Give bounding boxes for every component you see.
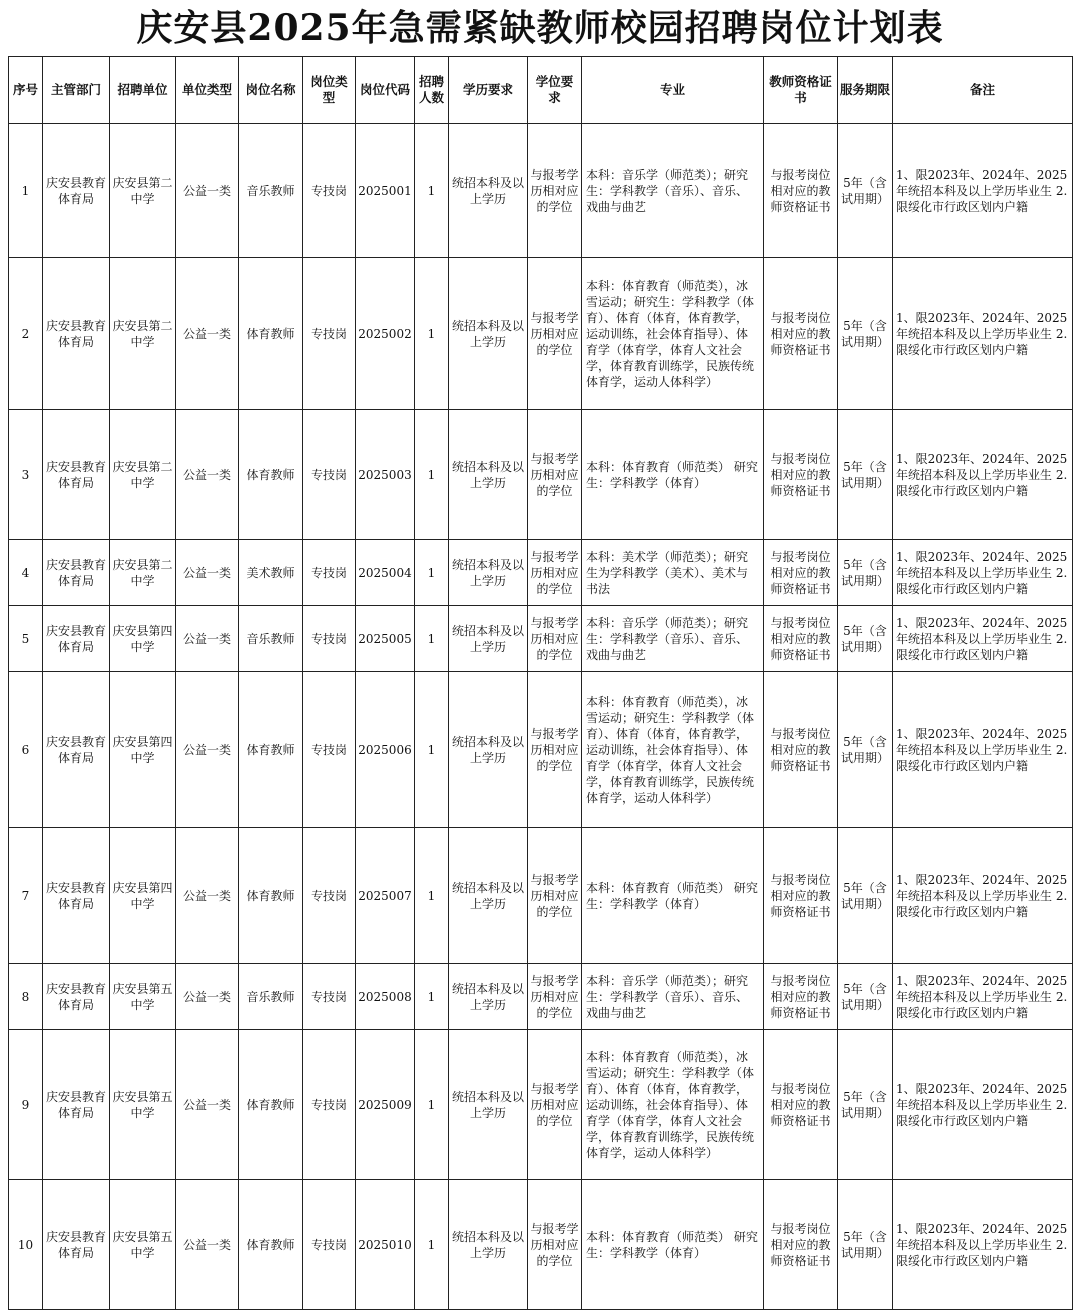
cell-post-name: 音乐教师: [239, 124, 303, 258]
table-row: [9, 540, 1073, 606]
cell-remarks: 1、限2023年、2024年、2025年统招本科及以上学历毕业生 2. 限绥化市行政区划内户籍: [893, 672, 1073, 828]
cell-unit: 庆安县第五中学: [110, 964, 176, 1030]
cell-unit-type: 公益一类: [176, 410, 239, 540]
cell-service-term: 5年（含试用期）: [838, 1030, 893, 1180]
col-header-major: 专业: [582, 57, 764, 124]
cell-index: 9: [9, 1030, 43, 1180]
cell-education: 统招本科及以上学历: [449, 828, 528, 964]
page-title: 庆安县2025年急需紧缺教师校园招聘岗位计划表: [136, 7, 944, 49]
cell-index: 10: [9, 1180, 43, 1310]
cell-unit: 庆安县第四中学: [110, 672, 176, 828]
cell-post-type: 专技岗: [303, 1180, 356, 1310]
col-header-dept: 主管部门: [43, 57, 110, 124]
table-row: [9, 124, 1073, 258]
cell-count: 1: [415, 540, 449, 606]
cell-index: 3: [9, 410, 43, 540]
cell-dept: 庆安县教育体育局: [43, 410, 110, 540]
cell-unit: 庆安县第二中学: [110, 258, 176, 410]
cell-count: 1: [415, 964, 449, 1030]
cell-post-name: 体育教师: [239, 1180, 303, 1310]
cell-service-term: 5年（含试用期）: [838, 124, 893, 258]
cell-degree: 与报考学历相对应的学位: [528, 1030, 582, 1180]
cell-certificate: 与报考岗位相对应的教师资格证书: [764, 964, 838, 1030]
cell-service-term: 5年（含试用期）: [838, 410, 893, 540]
col-header-post-type: 岗位类型: [303, 57, 356, 124]
cell-post-type: 专技岗: [303, 828, 356, 964]
cell-post-code: 2025005: [356, 606, 415, 672]
cell-count: 1: [415, 606, 449, 672]
cell-degree: 与报考学历相对应的学位: [528, 964, 582, 1030]
cell-unit-type: 公益一类: [176, 828, 239, 964]
cell-post-name: 体育教师: [239, 672, 303, 828]
cell-education: 统招本科及以上学历: [449, 1030, 528, 1180]
cell-unit-type: 公益一类: [176, 672, 239, 828]
col-header-index: 序号: [9, 57, 43, 124]
cell-post-code: 2025009: [356, 1030, 415, 1180]
cell-education: 统招本科及以上学历: [449, 410, 528, 540]
col-header-unit-type: 单位类型: [176, 57, 239, 124]
cell-post-type: 专技岗: [303, 1030, 356, 1180]
cell-unit: 庆安县第五中学: [110, 1180, 176, 1310]
cell-major: 本科：体育教育（师范类），冰雪运动；研究生：学科教学（体育）、体育（体育，体育教学，运动训练，社会体育指导）、体育学（体育学，体育人文社会学，体育教育训练学，民族传统体育学，运动人体科学）: [582, 672, 764, 828]
cell-dept: 庆安县教育体育局: [43, 540, 110, 606]
cell-index: 1: [9, 124, 43, 258]
cell-post-type: 专技岗: [303, 672, 356, 828]
col-header-certificate: 教师资格证书: [764, 57, 838, 124]
table-row: [9, 964, 1073, 1030]
cell-education: 统招本科及以上学历: [449, 964, 528, 1030]
cell-education: 统招本科及以上学历: [449, 124, 528, 258]
cell-education: 统招本科及以上学历: [449, 258, 528, 410]
table-row: [9, 258, 1073, 410]
cell-index: 8: [9, 964, 43, 1030]
cell-service-term: 5年（含试用期）: [838, 258, 893, 410]
cell-index: 2: [9, 258, 43, 410]
cell-certificate: 与报考岗位相对应的教师资格证书: [764, 828, 838, 964]
cell-count: 1: [415, 1180, 449, 1310]
col-header-post-name: 岗位名称: [239, 57, 303, 124]
col-header-degree: 学位要求: [528, 57, 582, 124]
cell-remarks: 1、限2023年、2024年、2025年统招本科及以上学历毕业生 2. 限绥化市行政区划内户籍: [893, 1180, 1073, 1310]
cell-education: 统招本科及以上学历: [449, 540, 528, 606]
cell-post-name: 体育教师: [239, 410, 303, 540]
cell-certificate: 与报考岗位相对应的教师资格证书: [764, 124, 838, 258]
table-row: [9, 606, 1073, 672]
cell-remarks: 1、限2023年、2024年、2025年统招本科及以上学历毕业生 2. 限绥化市行政区划内户籍: [893, 828, 1073, 964]
cell-post-type: 专技岗: [303, 540, 356, 606]
cell-remarks: 1、限2023年、2024年、2025年统招本科及以上学历毕业生 2. 限绥化市行政区划内户籍: [893, 964, 1073, 1030]
cell-post-name: 音乐教师: [239, 606, 303, 672]
cell-remarks: 1、限2023年、2024年、2025年统招本科及以上学历毕业生 2. 限绥化市行政区划内户籍: [893, 124, 1073, 258]
cell-service-term: 5年（含试用期）: [838, 606, 893, 672]
cell-dept: 庆安县教育体育局: [43, 828, 110, 964]
recruitment-table: [8, 56, 1073, 1310]
cell-dept: 庆安县教育体育局: [43, 964, 110, 1030]
cell-post-name: 体育教师: [239, 258, 303, 410]
cell-unit-type: 公益一类: [176, 1030, 239, 1180]
cell-certificate: 与报考岗位相对应的教师资格证书: [764, 1030, 838, 1180]
col-header-remarks: 备注: [893, 57, 1073, 124]
cell-count: 1: [415, 258, 449, 410]
cell-index: 4: [9, 540, 43, 606]
cell-post-code: 2025004: [356, 540, 415, 606]
cell-degree: 与报考学历相对应的学位: [528, 540, 582, 606]
cell-major: 本科：音乐学（师范类）；研究生：学科教学（音乐）、音乐、戏曲与曲艺: [582, 606, 764, 672]
cell-index: 5: [9, 606, 43, 672]
cell-major: 本科：体育教育（师范类） 研究生：学科教学（体育）: [582, 410, 764, 540]
cell-unit-type: 公益一类: [176, 540, 239, 606]
cell-service-term: 5年（含试用期）: [838, 1180, 893, 1310]
cell-certificate: 与报考岗位相对应的教师资格证书: [764, 1180, 838, 1310]
cell-post-type: 专技岗: [303, 964, 356, 1030]
cell-remarks: 1、限2023年、2024年、2025年统招本科及以上学历毕业生 2. 限绥化市行政区划内户籍: [893, 410, 1073, 540]
cell-post-type: 专技岗: [303, 258, 356, 410]
cell-post-code: 2025010: [356, 1180, 415, 1310]
cell-unit-type: 公益一类: [176, 964, 239, 1030]
cell-dept: 庆安县教育体育局: [43, 1180, 110, 1310]
col-header-education: 学历要求: [449, 57, 528, 124]
cell-major: 本科：音乐学（师范类）；研究生：学科教学（音乐）、音乐、戏曲与曲艺: [582, 124, 764, 258]
cell-count: 1: [415, 1030, 449, 1180]
cell-count: 1: [415, 410, 449, 540]
cell-certificate: 与报考岗位相对应的教师资格证书: [764, 258, 838, 410]
cell-count: 1: [415, 828, 449, 964]
cell-unit-type: 公益一类: [176, 606, 239, 672]
table-row: [9, 410, 1073, 540]
cell-post-type: 专技岗: [303, 410, 356, 540]
cell-count: 1: [415, 124, 449, 258]
table-row: [9, 672, 1073, 828]
cell-post-code: 2025008: [356, 964, 415, 1030]
cell-degree: 与报考学历相对应的学位: [528, 410, 582, 540]
cell-unit-type: 公益一类: [176, 1180, 239, 1310]
cell-dept: 庆安县教育体育局: [43, 124, 110, 258]
cell-dept: 庆安县教育体育局: [43, 1030, 110, 1180]
cell-major: 本科：体育教育（师范类），冰雪运动；研究生：学科教学（体育）、体育（体育，体育教学，运动训练，社会体育指导）、体育学（体育学，体育人文社会学，体育教育训练学，民族传统体育学，运动人体科学）: [582, 258, 764, 410]
cell-service-term: 5年（含试用期）: [838, 540, 893, 606]
cell-index: 6: [9, 672, 43, 828]
cell-remarks: 1、限2023年、2024年、2025年统招本科及以上学历毕业生 2. 限绥化市行政区划内户籍: [893, 258, 1073, 410]
cell-dept: 庆安县教育体育局: [43, 258, 110, 410]
cell-post-code: 2025007: [356, 828, 415, 964]
cell-certificate: 与报考岗位相对应的教师资格证书: [764, 540, 838, 606]
cell-post-code: 2025001: [356, 124, 415, 258]
cell-degree: 与报考学历相对应的学位: [528, 124, 582, 258]
cell-major: 本科：美术学（师范类）；研究生为学科教学（美术）、美术与书法: [582, 540, 764, 606]
cell-remarks: 1、限2023年、2024年、2025年统招本科及以上学历毕业生 2. 限绥化市行政区划内户籍: [893, 606, 1073, 672]
cell-remarks: 1、限2023年、2024年、2025年统招本科及以上学历毕业生 2. 限绥化市行政区划内户籍: [893, 540, 1073, 606]
cell-service-term: 5年（含试用期）: [838, 828, 893, 964]
col-header-post-code: 岗位代码: [356, 57, 415, 124]
col-header-count: 招聘人数: [415, 57, 449, 124]
cell-post-name: 体育教师: [239, 1030, 303, 1180]
cell-dept: 庆安县教育体育局: [43, 606, 110, 672]
col-header-service-term: 服务期限: [838, 57, 893, 124]
cell-major: 本科：体育教育（师范类），冰雪运动；研究生：学科教学（体育）、体育（体育，体育教学，运动训练，社会体育指导）、体育学（体育学，体育人文社会学，体育教育训练学，民族传统体育学，运动人体科学）: [582, 1030, 764, 1180]
cell-post-code: 2025003: [356, 410, 415, 540]
table-row: [9, 1030, 1073, 1180]
cell-degree: 与报考学历相对应的学位: [528, 672, 582, 828]
cell-unit: 庆安县第五中学: [110, 1030, 176, 1180]
col-header-unit: 招聘单位: [110, 57, 176, 124]
cell-dept: 庆安县教育体育局: [43, 672, 110, 828]
cell-post-name: 体育教师: [239, 828, 303, 964]
table-row: [9, 1180, 1073, 1310]
cell-education: 统招本科及以上学历: [449, 672, 528, 828]
cell-major: 本科：音乐学（师范类）；研究生：学科教学（音乐）、音乐、戏曲与曲艺: [582, 964, 764, 1030]
cell-remarks: 1、限2023年、2024年、2025年统招本科及以上学历毕业生 2. 限绥化市行政区划内户籍: [893, 1030, 1073, 1180]
cell-service-term: 5年（含试用期）: [838, 672, 893, 828]
cell-unit: 庆安县第二中学: [110, 124, 176, 258]
header-row: [9, 57, 1073, 124]
cell-degree: 与报考学历相对应的学位: [528, 1180, 582, 1310]
cell-post-code: 2025002: [356, 258, 415, 410]
cell-major: 本科：体育教育（师范类） 研究生：学科教学（体育）: [582, 1180, 764, 1310]
cell-post-name: 美术教师: [239, 540, 303, 606]
cell-certificate: 与报考岗位相对应的教师资格证书: [764, 672, 838, 828]
cell-post-type: 专技岗: [303, 124, 356, 258]
cell-count: 1: [415, 672, 449, 828]
cell-post-name: 音乐教师: [239, 964, 303, 1030]
cell-index: 7: [9, 828, 43, 964]
cell-unit-type: 公益一类: [176, 124, 239, 258]
cell-post-code: 2025006: [356, 672, 415, 828]
cell-degree: 与报考学历相对应的学位: [528, 828, 582, 964]
cell-degree: 与报考学历相对应的学位: [528, 258, 582, 410]
cell-unit: 庆安县第二中学: [110, 410, 176, 540]
cell-certificate: 与报考岗位相对应的教师资格证书: [764, 410, 838, 540]
cell-certificate: 与报考岗位相对应的教师资格证书: [764, 606, 838, 672]
cell-unit-type: 公益一类: [176, 258, 239, 410]
cell-unit: 庆安县第二中学: [110, 540, 176, 606]
cell-unit: 庆安县第四中学: [110, 606, 176, 672]
cell-major: 本科：体育教育（师范类） 研究生：学科教学（体育）: [582, 828, 764, 964]
cell-unit: 庆安县第四中学: [110, 828, 176, 964]
cell-service-term: 5年（含试用期）: [838, 964, 893, 1030]
cell-education: 统招本科及以上学历: [449, 606, 528, 672]
cell-degree: 与报考学历相对应的学位: [528, 606, 582, 672]
cell-post-type: 专技岗: [303, 606, 356, 672]
cell-education: 统招本科及以上学历: [449, 1180, 528, 1310]
table-row: [9, 828, 1073, 964]
